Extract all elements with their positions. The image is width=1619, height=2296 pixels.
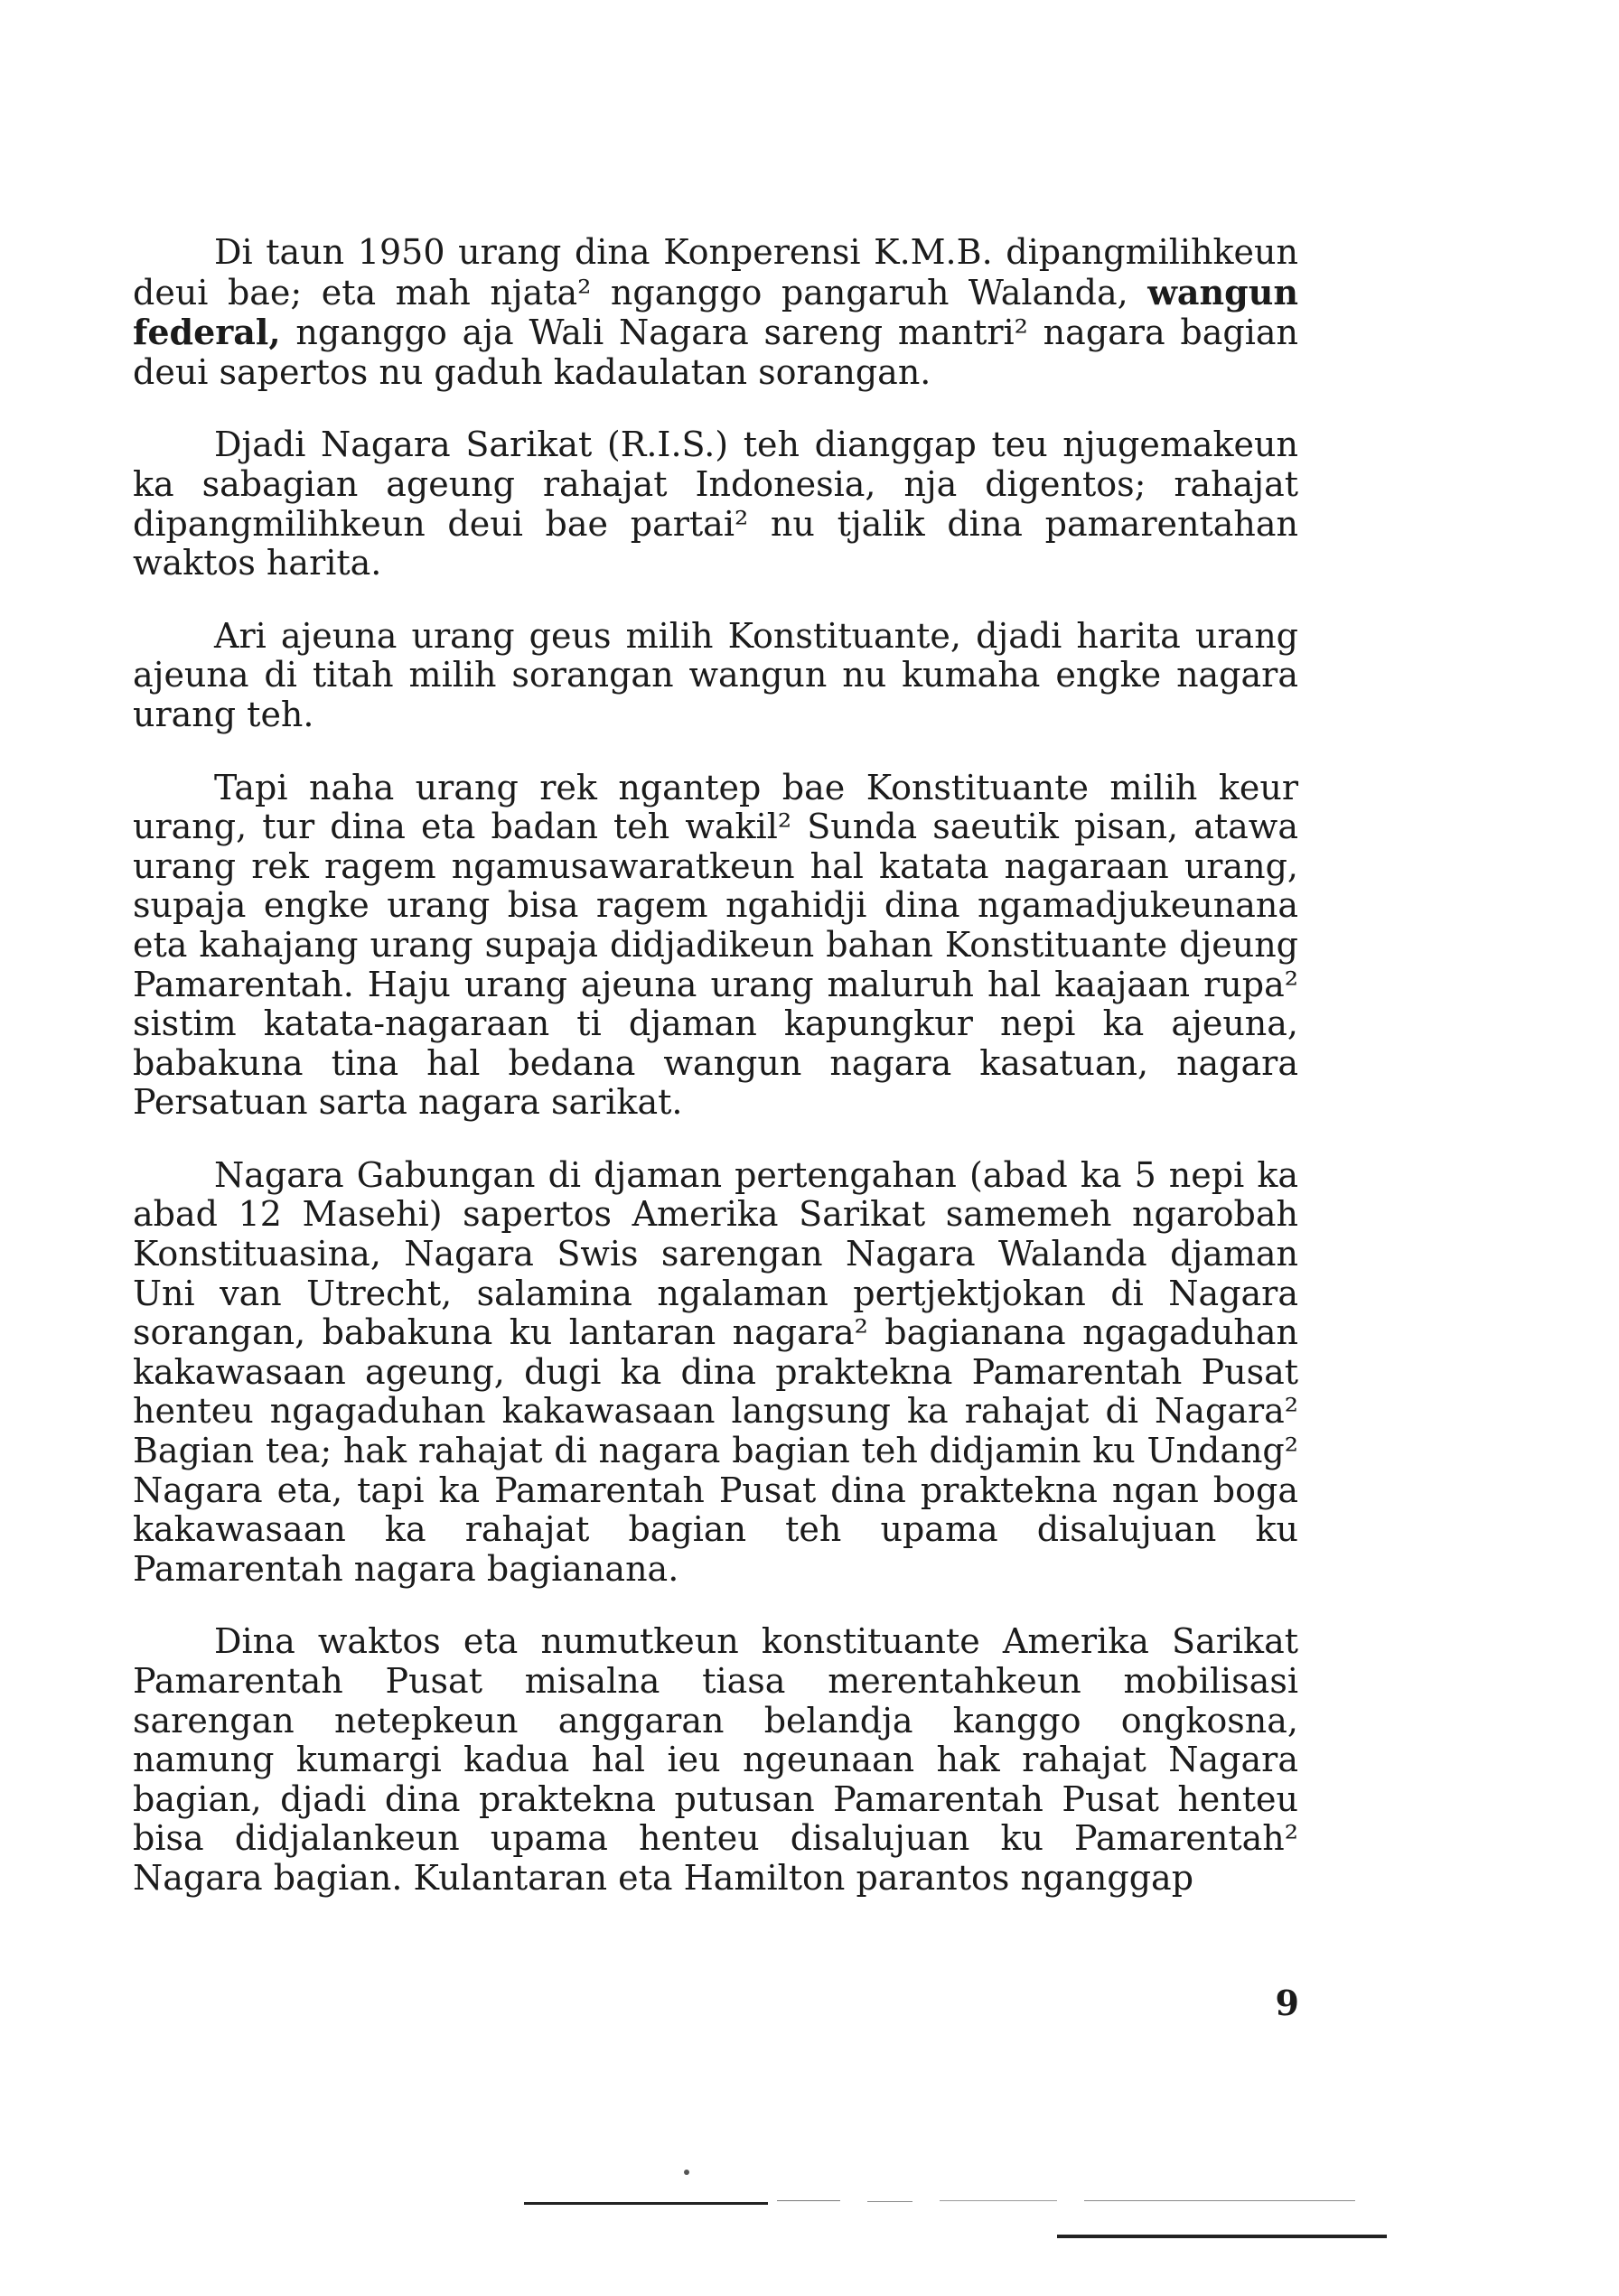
page-number: 9 xyxy=(1275,1983,1299,2023)
scan-edge-line xyxy=(1057,2235,1387,2238)
scan-edge-line xyxy=(1084,2200,1355,2201)
paragraph-1 xyxy=(133,233,1298,392)
scan-edge-line xyxy=(777,2200,840,2201)
scan-edge-line xyxy=(524,2202,768,2205)
scan-edge-line xyxy=(940,2200,1057,2201)
paragraph-6-text: Dina waktos eta numutkeun konstituante Amerika Sarikat Pamarentah Pusat misalna tiasa merentahkeun mobilisasi sarengan netepkeun anggaran belandja kanggo ongkosna, namung kumargi kadua hal ieu ngeunaan hak rahajat Nagara bagian, djadi dina praktekna putusan Pamarentah Pusat henteu bisa didjalankeun upama henteu disalujuan ku Pamarentah² Nagara bagian. Kulantaran eta Hamilton parantos nganggap xyxy=(133,1621,1298,1898)
paragraph-3 xyxy=(133,617,1298,735)
paragraph-1-text-a: Di taun 1950 urang dina Konperensi K.M.B. dipangmilihkeun deui bae; eta mah njata² nganggo pangaruh Walanda, xyxy=(133,232,1298,313)
paragraph-2 xyxy=(133,425,1298,583)
paragraph-4-text: Tapi naha urang rek ngantep bae Konstituante milih keur urang, tur dina eta badan teh wakil² Sunda saeutik pisan, atawa urang rek ragem ngamusawaratkeun hal katata nagaraan urang, supaja engke urang bisa ragem ngahidji dina ngamadjukeunana eta kahajang urang supaja didjadikeun bahan Konstituante djeung Pamarentah. Haju urang ajeuna urang maluruh hal kaajaan rupa² sistim katata-nagaraan ti djaman kapungkur nepi ka ajeuna, babakuna tina hal bedana wangun nagara kasatuan, nagara Persatuan sarta nagara sarikat. xyxy=(133,767,1298,1123)
paragraph-1-text-b: nganggo aja Wali Nagara sareng mantri² nagara bagian deui sapertos nu gaduh kadaulatan sorangan. xyxy=(133,313,1298,392)
body-text xyxy=(133,233,1298,1899)
paragraph-1-bold-text: wangun federal, xyxy=(133,271,1298,353)
scan-edge-line xyxy=(867,2201,912,2202)
paragraph-5-text: Nagara Gabungan di djaman pertengahan (abad ka 5 nepi ka abad 12 Masehi) sapertos Amerika Sarikat samemeh ngarobah Konstituasina, Nagara Swis sarengan Nagara Walanda djaman Uni van Utrecht, salamina ngalaman pertjektjokan di Nagara sorangan, babakuna ku lantaran nagara² bagianana ngagaduhan kakawasaan ageung, dugi ka dina praktekna Pamarentah Pusat henteu ngagaduhan kakawasaan langsung ka rahajat di Nagara² Bagian tea; hak rahajat di nagara bagian teh didjamin ku Undang² Nagara eta, tapi ka Pamarentah Pusat dina praktekna ngan boga kakawasaan ka rahajat bagian teh upama disalujuan ku Pamarentah nagara bagianana. xyxy=(133,1154,1298,1589)
paragraph-2-text: Djadi Nagara Sarikat (R.I.S.) teh dianggap teu njugemakeun ka sabagian ageung rahajat Indonesia, nja digentos; rahajat dipangmilihkeun deui bae partai² nu tjalik dina pamarentahan waktos harita. xyxy=(133,425,1298,583)
paragraph-5 xyxy=(133,1156,1298,1590)
paragraph-3-text: Ari ajeuna urang geus milih Konstituante, djadi harita urang ajeuna di titah milih sorangan wangun nu kumaha engke nagara urang teh. xyxy=(133,615,1298,734)
paragraph-6 xyxy=(133,1622,1298,1898)
paragraph-4 xyxy=(133,769,1298,1123)
scan-speck xyxy=(684,2170,689,2175)
